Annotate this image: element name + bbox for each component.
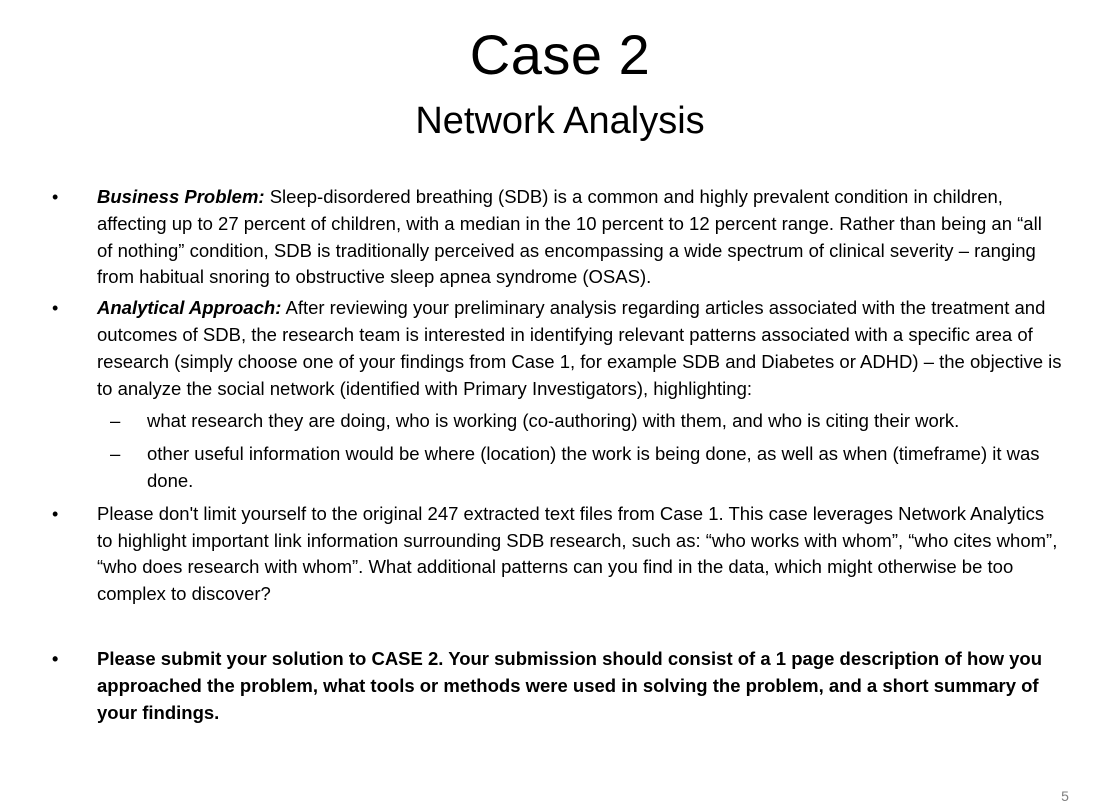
bullet-network-analytics <box>0 501 1062 608</box>
dash-icon: – <box>110 443 121 465</box>
slide-subtitle: Network Analysis <box>415 100 705 142</box>
bullet-business-problem <box>0 184 1062 291</box>
bullet-icon: • <box>52 298 59 319</box>
page-number: 5 <box>1061 788 1069 804</box>
sub-item-location-timeframe <box>0 441 1057 495</box>
bullet-lead-analytical-approach: Analytical Approach: <box>97 297 282 319</box>
slide-body <box>0 184 1120 726</box>
bullet-text-analytical-approach: After reviewing your preliminary analysis regarding articles associated with the treatment and outcomes of SDB, the research team is interested in identifying relevant patterns associated with a specific area of research (simply choose one of your findings from Case 1, for example SDB and Diabetes or ADHD) – the objective is to analyze the social network (identified with Primary Investigators), highlighting: <box>97 297 1062 399</box>
slide-title: Case 2 <box>469 23 651 86</box>
bullet-icon: • <box>52 503 59 524</box>
bullet-icon: • <box>52 187 59 207</box>
bullet-text-business-problem: Sleep-disordered breathing (SDB) is a common and highly prevalent condition in children, affecting up to 27 percent of children, with a median in the 10 percent to 12 percent range. Rather than being an “all of nothing” condition, SDB is traditionally perceived as encompassing a wide spectrum of clinical severity – ranging from habitual snoring to obstructive sleep apnea syndrome (OSAS). <box>97 186 1042 288</box>
sub-item-text: other useful information would be where (location) the work is being done, as well as when (timeframe) it was done. <box>147 443 1040 491</box>
bullet-text-submission-instructions: Please submit your solution to CASE 2. Your submission should consist of a 1 page description of how you approached the problem, what tools or methods were used in solving the problem, and a short summary of your findings. <box>97 647 1042 723</box>
bullet-paragraph <box>52 295 1062 402</box>
bullet-text-network-analytics: Please don't limit yourself to the original 247 extracted text files from Case 1. This case leverages Network Analytics to highlight important link information surrounding SDB research, such as: “who works with whom”, “who cites whom”, “who does research with whom”. What additional patterns can you find in the data, which might otherwise be too complex to discover? <box>97 502 1058 605</box>
bullet-analytical-approach <box>0 295 1062 402</box>
sub-item-research-collaboration <box>0 408 1057 435</box>
sub-item-text: what research they are doing, who is working (co-authoring) with them, and who is citing their work. <box>147 410 960 432</box>
bullet-submission-instructions <box>0 646 1062 726</box>
bullet-lead-business-problem: Business Problem: <box>97 186 265 207</box>
bullet-icon: • <box>52 648 59 669</box>
dash-icon: – <box>110 410 121 432</box>
